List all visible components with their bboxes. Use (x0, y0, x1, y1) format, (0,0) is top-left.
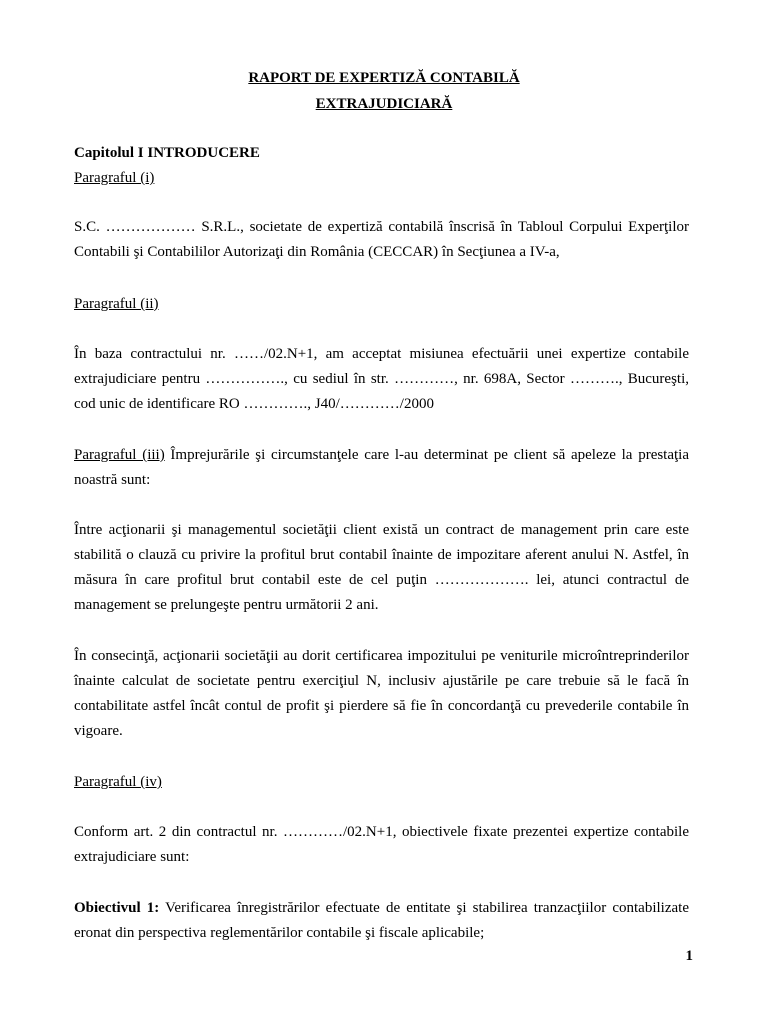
chapter-heading: Capitolul I INTRODUCERE (74, 145, 260, 161)
paragraph-3-heading: Paragraful (iii) (74, 447, 165, 463)
page-number: 1 (685, 948, 693, 964)
paragraph-3-text: Împrejurările şi circumstanţele care l-au determinat pe client să apeleze la prestaţia noastră sunt: (74, 447, 690, 488)
paragraph-3-body-1: Între acţionarii şi managementul societăţii client există un contract de management prin care este stabilită o clauză cu privire la profitul brut contabil înainte de impozitare aferent anului N. Astfel, în măsura în care profitul brut contabil este de cel puţin ………………. lei, atunci contractul de management se prelungeşte pentru următorii 2 ani. (74, 522, 689, 613)
paragraph-3 (74, 443, 689, 493)
paragraph-4-heading: Paragraful (iv) (74, 774, 162, 790)
paragraph-2-heading: Paragraful (ii) (74, 296, 159, 312)
objective-1-label: Obiectivul 1: (74, 900, 160, 916)
paragraph-3-body-2: În consecinţă, acţionarii societăţii au dorit certificarea impozitului pe veniturile microîntreprinderilor înainte calculat de societate pentru exerciţiul N, inclusiv ajustările pe care trebuie să le facă în contabilitate astfel încât contul de profit şi pierdere să fie în concordanţă cu prevederile contabile în vigoare. (74, 648, 689, 739)
document-title-line2: EXTRAJUDICIARĂ (315, 96, 453, 112)
paragraph-4-text: Conform art. 2 din contractul nr. …………/02.N+1, obiectivele fixate prezentei expertize contabile extrajudiciare sunt: (74, 824, 689, 865)
paragraph-1-heading: Paragraful (i) (74, 170, 155, 186)
objective-1 (74, 896, 689, 946)
document-title-line1: RAPORT DE EXPERTIZĂ CONTABILĂ (248, 70, 520, 86)
paragraph-2-text: În baza contractului nr. ……/02.N+1, am acceptat misiunea efectuării unei expertize contabile extrajudiciare pentru ……………., cu sediul în str. …………, nr. 698A, Sector ………., Bucureşti, cod unic de identificare RO …………., J40/…………/2000 (74, 346, 689, 412)
paragraph-1-text: S.C. ……………… S.R.L., societate de expertiză contabilă înscrisă în Tabloul Corpului Experţilor Contabili şi Contabililor Autorizaţi din România (CECCAR) în Secţiunea a IV-a, (74, 219, 689, 260)
objective-1-text: Verificarea înregistrărilor efectuate de entitate şi stabilirea tranzacţiilor contabilizate eronat din perspectiva reglementărilor contabile şi fiscale aplicabile; (74, 900, 689, 941)
